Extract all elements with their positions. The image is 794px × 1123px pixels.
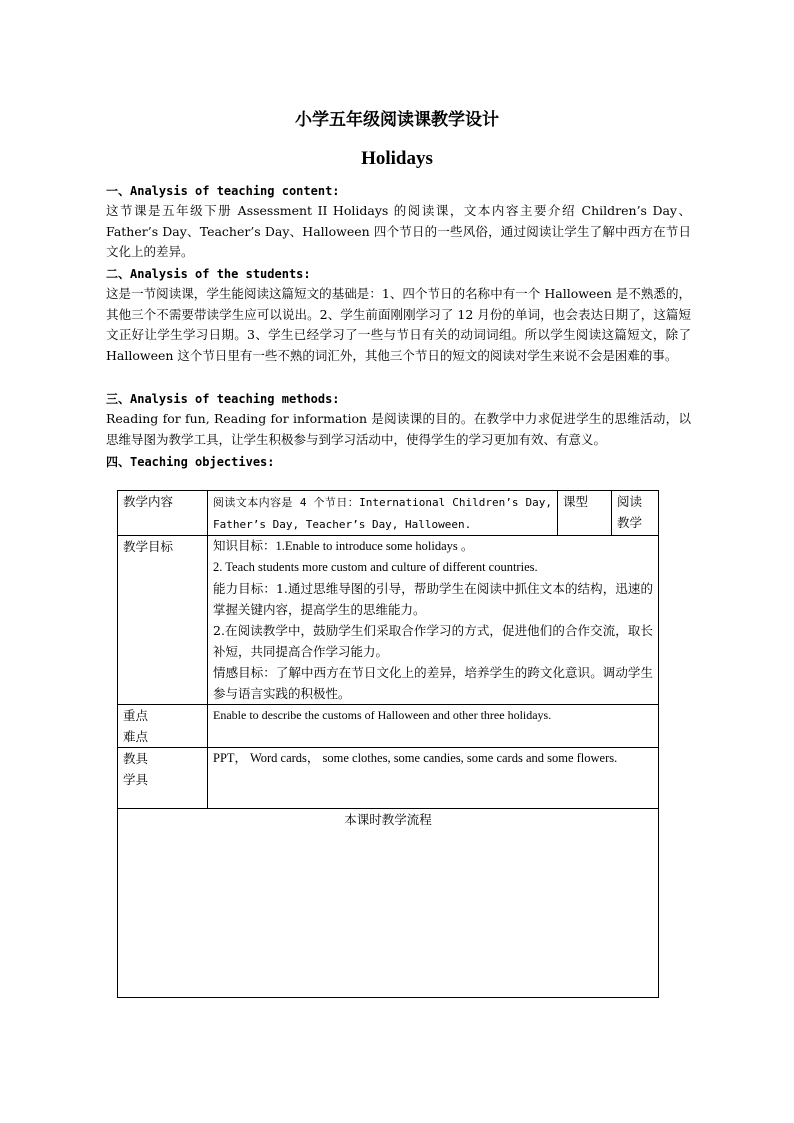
row-label-line: 教具 xyxy=(123,751,149,766)
section-teaching-content xyxy=(106,181,691,263)
row-label: 教学目标 xyxy=(123,539,174,554)
cell-teaching-aids xyxy=(208,748,659,809)
section-paragraph: 这节课是五年级下册 Assessment II Holidays 的阅读课，文本内容主要介绍 Children’s Day、Father’s Day、Teacher’s Day、Halloween 四个节日的一些风俗，通过阅读让学生了解中西方在节日文化上的差异。 xyxy=(106,203,691,259)
section-heading: 二、Analysis of the students: xyxy=(106,267,311,281)
objective-line: 能力目标：1.通过思维导图的引导，帮助学生在阅读中抓住文本的结构，迅速的掌握关键内容，提高学生的思维能力。 xyxy=(213,581,653,617)
lesson-plan-table xyxy=(117,490,659,998)
row-label-line: 难点 xyxy=(123,729,149,744)
row-label-line: 重点 xyxy=(123,708,149,723)
cell-label-aids xyxy=(118,748,208,809)
row-label: 教学内容 xyxy=(123,494,174,509)
type-label: 课型 xyxy=(563,494,589,509)
document-title-chinese: 小学五年级阅读课教学设计 xyxy=(295,110,499,130)
cell-content-text xyxy=(208,491,558,536)
table-row-content xyxy=(118,491,659,536)
cell-key-points xyxy=(208,705,659,748)
row-label-line: 学具 xyxy=(123,772,149,787)
section-paragraph: Reading for fun, Reading for information 是阅读课的目的。在教学中力求促进学生的思维活动，以思维导图为教学工具，让学生积极参与到学习活动中，使得学生的学习更加有效、有意义。 xyxy=(106,411,691,447)
cell-label-content xyxy=(118,491,208,536)
type-value: 阅读教学 xyxy=(617,494,643,530)
section-teaching-methods xyxy=(106,389,691,450)
content-text: 阅读文本内容是 4 个节日：International Children’s Day, Father’s Day, Teacher’s Day, Halloween. xyxy=(213,496,552,531)
cell-objectives xyxy=(208,536,659,705)
section-students xyxy=(106,264,691,366)
cell-label-objectives xyxy=(118,536,208,705)
cell-type-value xyxy=(612,491,659,536)
objective-line: 情感目标：了解中西方在节日文化上的差异，培养学生的跨文化意识。调动学生参与语言实践的积极性。 xyxy=(213,665,653,701)
objective-line: 2.在阅读教学中，鼓励学生们采取合作学习的方式，促进他们的合作交流，取长补短，共同提高合作学习能力。 xyxy=(213,623,653,659)
table-row-procedure xyxy=(118,809,659,998)
key-points-text: Enable to describe the customs of Halloween and other three holidays. xyxy=(213,708,552,722)
document-title-english: Holidays xyxy=(361,148,433,169)
section-heading: 四、Teaching objectives: xyxy=(106,455,275,469)
section-heading: 三、Analysis of teaching methods: xyxy=(106,392,340,406)
cell-label-key-points xyxy=(118,705,208,748)
cell-procedure xyxy=(118,809,659,998)
teaching-aids-text: PPT， Word cards， some clothes, some candies, some cards and some flowers. xyxy=(213,751,618,765)
table-row-teaching-aids xyxy=(118,748,659,809)
section-paragraph: 这是一节阅读课，学生能阅读这篇短文的基础是：1、四个节日的名称中有一个 Halloween 是不熟悉的，其他三个不需要带读学生应可以说出。2、学生前面刚刚学习了 12 月份的单词，也会表达日期了，这篇短文正好让学生学习日期。3、学生已经学习了一些与节日有关的动词词组。所以学生阅读这篇短文，除了 Halloween 这个节日里有一些不熟的词汇外，其他三个节日的短文的阅读对学生来说不会是困难的事。 xyxy=(106,286,691,363)
procedure-heading: 本课时教学流程 xyxy=(344,812,432,827)
table-row-key-points xyxy=(118,705,659,748)
objective-line: 2. Teach students more custom and culture of different countries. xyxy=(213,560,538,574)
section-heading: 一、Analysis of teaching content: xyxy=(106,184,340,198)
objective-line: 知识目标：1.Enable to introduce some holidays 。 xyxy=(213,539,474,553)
section-teaching-objectives xyxy=(106,452,691,472)
table-row-objectives xyxy=(118,536,659,705)
cell-type-label xyxy=(558,491,612,536)
